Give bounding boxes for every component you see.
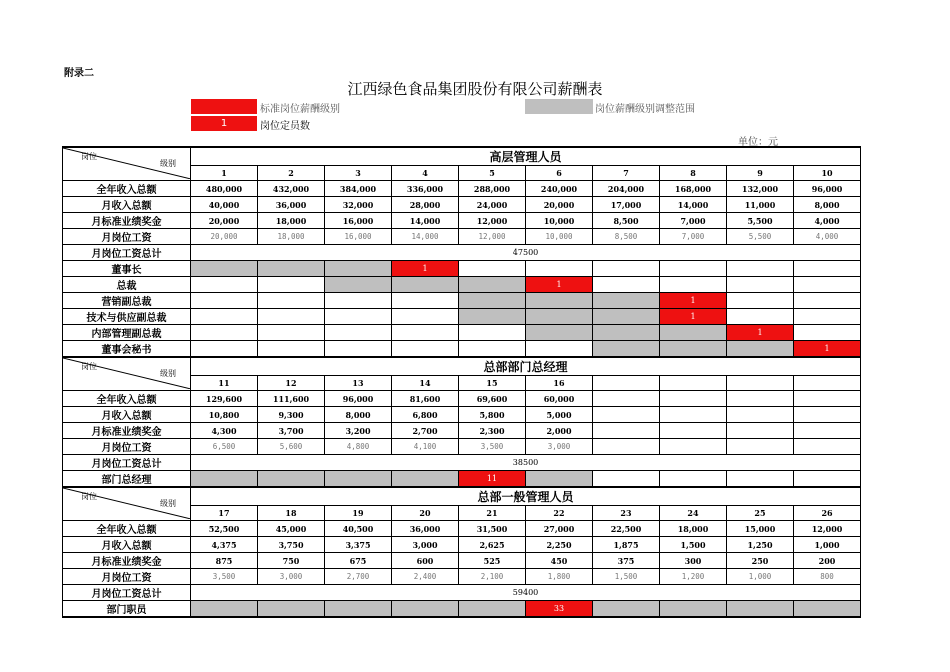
annual-value: 31,500 xyxy=(459,521,526,537)
bonus-value xyxy=(593,423,660,439)
range-cell xyxy=(660,325,727,341)
standard-level-cell: 1 xyxy=(794,341,861,358)
annual-row xyxy=(63,521,861,537)
row-label: 月岗位工资总计 xyxy=(63,455,191,471)
monthly-value: 3,000 xyxy=(392,537,459,553)
position-name: 营销副总裁 xyxy=(63,293,191,309)
annual-value xyxy=(794,391,861,407)
annual-value: 18,000 xyxy=(660,521,727,537)
bonus-value: 525 xyxy=(459,553,526,569)
bonus-value: 2,000 xyxy=(526,423,593,439)
level-number: 7 xyxy=(593,166,660,181)
wage-value: 8,500 xyxy=(593,229,660,245)
row-label: 全年收入总额 xyxy=(63,521,191,537)
wage-value xyxy=(794,439,861,455)
level-number: 1 xyxy=(191,166,258,181)
range-cell xyxy=(258,601,325,618)
wage-value: 4,100 xyxy=(392,439,459,455)
section-title: 总部一般管理人员 xyxy=(191,487,861,506)
annual-value: 27,000 xyxy=(526,521,593,537)
level-number: 2 xyxy=(258,166,325,181)
row-label: 全年收入总额 xyxy=(63,181,191,197)
wage-value: 3,500 xyxy=(459,439,526,455)
bonus-value xyxy=(727,423,794,439)
monthly-value xyxy=(660,407,727,423)
bonus-value: 200 xyxy=(794,553,861,569)
level-number: 17 xyxy=(191,506,258,521)
row-label: 月收入总额 xyxy=(63,197,191,213)
range-cell xyxy=(593,341,660,358)
empty-cell xyxy=(526,341,593,358)
row-label: 月岗位工资总计 xyxy=(63,585,191,601)
bonus-value: 3,200 xyxy=(325,423,392,439)
empty-cell xyxy=(325,309,392,325)
monthly-value: 11,000 xyxy=(727,197,794,213)
range-cell xyxy=(660,601,727,618)
wage-value xyxy=(727,439,794,455)
range-cell xyxy=(526,309,593,325)
position-row xyxy=(63,601,861,618)
wage-value: 10,000 xyxy=(526,229,593,245)
annual-value: 12,000 xyxy=(794,521,861,537)
level-number xyxy=(794,376,861,391)
position-name: 技术与供应副总裁 xyxy=(63,309,191,325)
range-cell xyxy=(593,309,660,325)
position-row xyxy=(63,261,861,277)
empty-cell xyxy=(258,293,325,309)
annual-value: 384,000 xyxy=(325,181,392,197)
monthly-value: 40,000 xyxy=(191,197,258,213)
appendix-label: 附录二 xyxy=(64,68,94,79)
page-title: 江西绿色食品集团股份有限公司薪酬表 xyxy=(347,80,603,98)
row-label: 月收入总额 xyxy=(63,537,191,553)
bonus-value: 450 xyxy=(526,553,593,569)
monthly-value: 14,000 xyxy=(660,197,727,213)
empty-cell xyxy=(794,261,861,277)
empty-cell xyxy=(794,325,861,341)
row-label: 全年收入总额 xyxy=(63,391,191,407)
level-number: 3 xyxy=(325,166,392,181)
empty-cell xyxy=(727,277,794,293)
wage-value: 2,100 xyxy=(459,569,526,585)
annual-value xyxy=(727,391,794,407)
legend-range-swatch xyxy=(525,99,593,114)
level-number: 9 xyxy=(727,166,794,181)
empty-cell xyxy=(593,277,660,293)
wage-value: 6,500 xyxy=(191,439,258,455)
empty-cell xyxy=(660,471,727,488)
bonus-row xyxy=(63,213,861,229)
wage-value: 18,000 xyxy=(258,229,325,245)
standard-level-cell: 33 xyxy=(526,601,593,618)
corner-post-label: 岗位 xyxy=(81,362,97,371)
empty-cell xyxy=(593,261,660,277)
monthly-value: 1,250 xyxy=(727,537,794,553)
corner-header xyxy=(63,487,191,521)
wage-value: 7,000 xyxy=(660,229,727,245)
monthly-value: 6,800 xyxy=(392,407,459,423)
bonus-value: 600 xyxy=(392,553,459,569)
annual-value: 22,500 xyxy=(593,521,660,537)
level-number: 22 xyxy=(526,506,593,521)
bonus-value: 750 xyxy=(258,553,325,569)
monthly-row xyxy=(63,407,861,423)
level-number: 4 xyxy=(392,166,459,181)
monthly-value: 1,000 xyxy=(794,537,861,553)
row-label: 月标准业绩奖金 xyxy=(63,553,191,569)
bonus-value: 8,500 xyxy=(593,213,660,229)
level-number: 6 xyxy=(526,166,593,181)
section-title: 高层管理人员 xyxy=(191,147,861,166)
wage-value: 1,000 xyxy=(727,569,794,585)
range-cell xyxy=(459,277,526,293)
annual-value: 96,000 xyxy=(325,391,392,407)
monthly-value: 3,750 xyxy=(258,537,325,553)
annual-value xyxy=(593,391,660,407)
empty-cell xyxy=(794,309,861,325)
monthly-value: 36,000 xyxy=(258,197,325,213)
monthly-value: 28,000 xyxy=(392,197,459,213)
annual-value: 52,500 xyxy=(191,521,258,537)
position-row xyxy=(63,293,861,309)
annual-value: 40,500 xyxy=(325,521,392,537)
level-number: 18 xyxy=(258,506,325,521)
annual-value: 129,600 xyxy=(191,391,258,407)
wage-total-value: 59400 xyxy=(191,585,861,601)
bonus-value: 12,000 xyxy=(459,213,526,229)
bonus-value: 4,000 xyxy=(794,213,861,229)
annual-value: 81,600 xyxy=(392,391,459,407)
wage-value: 16,000 xyxy=(325,229,392,245)
monthly-value: 8,000 xyxy=(794,197,861,213)
range-cell xyxy=(325,601,392,618)
position-name: 董事会秘书 xyxy=(63,341,191,358)
bonus-row xyxy=(63,553,861,569)
monthly-value: 17,000 xyxy=(593,197,660,213)
wage-row xyxy=(63,439,861,455)
wage-value: 20,000 xyxy=(191,229,258,245)
bonus-value: 14,000 xyxy=(392,213,459,229)
level-number: 23 xyxy=(593,506,660,521)
empty-cell xyxy=(325,293,392,309)
wage-value xyxy=(660,439,727,455)
position-row xyxy=(63,471,861,488)
range-cell xyxy=(593,601,660,618)
range-cell xyxy=(526,293,593,309)
legend-count-label: 岗位定员数 xyxy=(260,121,310,132)
empty-cell xyxy=(325,325,392,341)
wage-value: 4,800 xyxy=(325,439,392,455)
level-number: 13 xyxy=(325,376,392,391)
annual-value: 15,000 xyxy=(727,521,794,537)
corner-header xyxy=(63,147,191,181)
empty-cell xyxy=(727,261,794,277)
wage-value: 12,000 xyxy=(459,229,526,245)
position-row xyxy=(63,341,861,358)
salary-table xyxy=(62,146,861,618)
monthly-row xyxy=(63,197,861,213)
empty-cell xyxy=(727,471,794,488)
empty-cell xyxy=(459,341,526,358)
corner-post-label: 岗位 xyxy=(81,152,97,161)
level-number: 25 xyxy=(727,506,794,521)
range-cell xyxy=(258,471,325,488)
corner-level-label: 级别 xyxy=(160,159,176,168)
bonus-value: 18,000 xyxy=(258,213,325,229)
level-number: 16 xyxy=(526,376,593,391)
empty-cell xyxy=(526,261,593,277)
level-number: 26 xyxy=(794,506,861,521)
legend-standard-swatch xyxy=(191,99,257,114)
range-cell xyxy=(459,293,526,309)
row-label: 月收入总额 xyxy=(63,407,191,423)
empty-cell xyxy=(392,325,459,341)
monthly-value: 1,875 xyxy=(593,537,660,553)
monthly-value: 5,800 xyxy=(459,407,526,423)
range-cell xyxy=(392,601,459,618)
level-number: 19 xyxy=(325,506,392,521)
range-cell xyxy=(794,601,861,618)
corner-post-label: 岗位 xyxy=(81,492,97,501)
empty-cell xyxy=(258,309,325,325)
wage-row xyxy=(63,569,861,585)
level-number xyxy=(660,376,727,391)
legend-range-label: 岗位薪酬级别调整范围 xyxy=(595,104,695,115)
unit-label: 单位：元 xyxy=(738,137,778,148)
wage-value: 4,000 xyxy=(794,229,861,245)
annual-value: 204,000 xyxy=(593,181,660,197)
monthly-value: 5,000 xyxy=(526,407,593,423)
empty-cell xyxy=(191,325,258,341)
range-cell xyxy=(258,261,325,277)
range-cell xyxy=(660,341,727,358)
bonus-row xyxy=(63,423,861,439)
wage-value: 3,000 xyxy=(258,569,325,585)
wage-value: 1,200 xyxy=(660,569,727,585)
level-number: 11 xyxy=(191,376,258,391)
row-label: 月岗位工资总计 xyxy=(63,245,191,261)
wage-value: 5,500 xyxy=(727,229,794,245)
bonus-value: 20,000 xyxy=(191,213,258,229)
bonus-value: 7,000 xyxy=(660,213,727,229)
annual-value: 288,000 xyxy=(459,181,526,197)
bonus-value: 4,300 xyxy=(191,423,258,439)
annual-value: 240,000 xyxy=(526,181,593,197)
empty-cell xyxy=(392,309,459,325)
wage-value: 2,700 xyxy=(325,569,392,585)
bonus-value: 250 xyxy=(727,553,794,569)
corner-header xyxy=(63,357,191,391)
range-cell xyxy=(593,325,660,341)
monthly-value: 10,800 xyxy=(191,407,258,423)
monthly-value: 4,375 xyxy=(191,537,258,553)
bonus-value: 300 xyxy=(660,553,727,569)
annual-value xyxy=(660,391,727,407)
wage-value: 1,500 xyxy=(593,569,660,585)
range-cell xyxy=(459,309,526,325)
empty-cell xyxy=(392,293,459,309)
corner-level-label: 级别 xyxy=(160,369,176,378)
empty-cell xyxy=(794,471,861,488)
annual-row xyxy=(63,181,861,197)
empty-cell xyxy=(191,293,258,309)
monthly-value xyxy=(794,407,861,423)
empty-cell xyxy=(660,261,727,277)
annual-value: 432,000 xyxy=(258,181,325,197)
row-label: 月岗位工资 xyxy=(63,229,191,245)
legend-standard-label: 标准岗位薪酬级别 xyxy=(260,104,340,115)
level-number xyxy=(593,376,660,391)
annual-row xyxy=(63,391,861,407)
level-number: 21 xyxy=(459,506,526,521)
monthly-value: 32,000 xyxy=(325,197,392,213)
empty-cell xyxy=(459,261,526,277)
level-number: 14 xyxy=(392,376,459,391)
level-number: 12 xyxy=(258,376,325,391)
position-row xyxy=(63,309,861,325)
empty-cell xyxy=(392,341,459,358)
wage-value: 3,500 xyxy=(191,569,258,585)
level-number: 15 xyxy=(459,376,526,391)
monthly-value: 8,000 xyxy=(325,407,392,423)
wage-value: 800 xyxy=(794,569,861,585)
bonus-value: 675 xyxy=(325,553,392,569)
range-cell xyxy=(392,471,459,488)
range-cell xyxy=(727,601,794,618)
empty-cell xyxy=(325,341,392,358)
empty-cell xyxy=(727,293,794,309)
level-number xyxy=(727,376,794,391)
annual-value: 69,600 xyxy=(459,391,526,407)
standard-level-cell: 1 xyxy=(660,309,727,325)
range-cell xyxy=(191,471,258,488)
monthly-value: 20,000 xyxy=(526,197,593,213)
range-cell xyxy=(191,601,258,618)
annual-value: 96,000 xyxy=(794,181,861,197)
standard-level-cell: 11 xyxy=(459,471,526,488)
standard-level-cell: 1 xyxy=(660,293,727,309)
corner-level-label: 级别 xyxy=(160,499,176,508)
level-number: 24 xyxy=(660,506,727,521)
empty-cell xyxy=(660,277,727,293)
range-cell xyxy=(459,601,526,618)
range-cell xyxy=(526,325,593,341)
empty-cell xyxy=(258,341,325,358)
bonus-value: 2,700 xyxy=(392,423,459,439)
range-cell xyxy=(727,341,794,358)
position-name: 董事长 xyxy=(63,261,191,277)
empty-cell xyxy=(727,309,794,325)
range-cell xyxy=(526,471,593,488)
position-name: 总裁 xyxy=(63,277,191,293)
empty-cell xyxy=(794,277,861,293)
bonus-value: 16,000 xyxy=(325,213,392,229)
monthly-value: 24,000 xyxy=(459,197,526,213)
annual-value: 336,000 xyxy=(392,181,459,197)
empty-cell xyxy=(258,325,325,341)
wage-total-value: 47500 xyxy=(191,245,861,261)
bonus-value: 3,700 xyxy=(258,423,325,439)
monthly-value xyxy=(727,407,794,423)
row-label: 月岗位工资 xyxy=(63,569,191,585)
wage-total-value: 38500 xyxy=(191,455,861,471)
monthly-value: 9,300 xyxy=(258,407,325,423)
bonus-value: 2,300 xyxy=(459,423,526,439)
range-cell xyxy=(392,277,459,293)
range-cell xyxy=(593,293,660,309)
row-label: 月岗位工资 xyxy=(63,439,191,455)
annual-value: 36,000 xyxy=(392,521,459,537)
bonus-value: 10,000 xyxy=(526,213,593,229)
bonus-value: 375 xyxy=(593,553,660,569)
position-name: 内部管理副总裁 xyxy=(63,325,191,341)
bonus-value: 875 xyxy=(191,553,258,569)
level-number: 8 xyxy=(660,166,727,181)
standard-level-cell: 1 xyxy=(526,277,593,293)
empty-cell xyxy=(191,341,258,358)
section-title: 总部部门总经理 xyxy=(191,357,861,376)
bonus-value: 5,500 xyxy=(727,213,794,229)
level-number: 5 xyxy=(459,166,526,181)
annual-value: 480,000 xyxy=(191,181,258,197)
position-name: 部门职员 xyxy=(63,601,191,618)
monthly-value: 3,375 xyxy=(325,537,392,553)
wage-value: 14,000 xyxy=(392,229,459,245)
annual-value: 45,000 xyxy=(258,521,325,537)
monthly-value: 2,250 xyxy=(526,537,593,553)
standard-level-cell: 1 xyxy=(392,261,459,277)
monthly-value: 1,500 xyxy=(660,537,727,553)
wage-value: 1,800 xyxy=(526,569,593,585)
position-row xyxy=(63,277,861,293)
wage-value xyxy=(593,439,660,455)
position-name: 部门总经理 xyxy=(63,471,191,488)
annual-value: 60,000 xyxy=(526,391,593,407)
empty-cell xyxy=(459,325,526,341)
empty-cell xyxy=(258,277,325,293)
wage-value: 3,000 xyxy=(526,439,593,455)
annual-value: 168,000 xyxy=(660,181,727,197)
row-label: 月标准业绩奖金 xyxy=(63,213,191,229)
monthly-row xyxy=(63,537,861,553)
level-number: 20 xyxy=(392,506,459,521)
range-cell xyxy=(191,261,258,277)
annual-value: 111,600 xyxy=(258,391,325,407)
range-cell xyxy=(325,471,392,488)
level-number: 10 xyxy=(794,166,861,181)
annual-value: 132,000 xyxy=(727,181,794,197)
wage-value: 5,600 xyxy=(258,439,325,455)
range-cell xyxy=(325,261,392,277)
bonus-value xyxy=(660,423,727,439)
monthly-value: 2,625 xyxy=(459,537,526,553)
row-label: 月标准业绩奖金 xyxy=(63,423,191,439)
bonus-value xyxy=(794,423,861,439)
empty-cell xyxy=(593,471,660,488)
standard-level-cell: 1 xyxy=(727,325,794,341)
empty-cell xyxy=(191,309,258,325)
position-row xyxy=(63,325,861,341)
wage-value: 2,400 xyxy=(392,569,459,585)
empty-cell xyxy=(794,293,861,309)
range-cell xyxy=(325,277,392,293)
legend-count-swatch: 1 xyxy=(191,116,257,131)
monthly-value xyxy=(593,407,660,423)
empty-cell xyxy=(191,277,258,293)
wage-row xyxy=(63,229,861,245)
